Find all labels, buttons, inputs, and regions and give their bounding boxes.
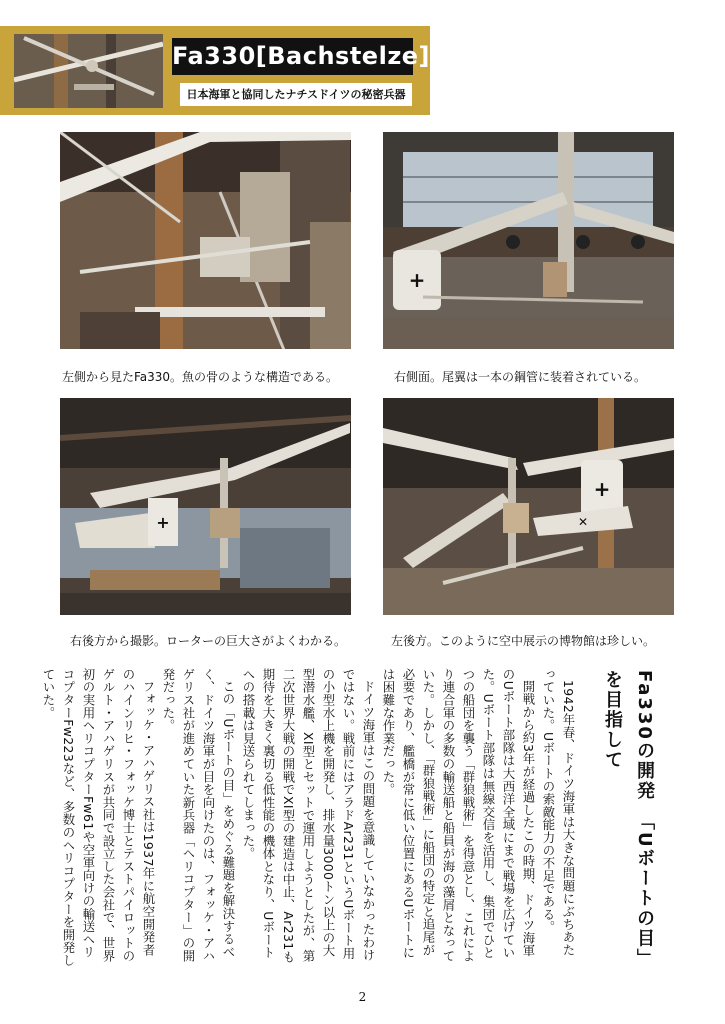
photo-caption-3: 右後方から撮影。ローターの巨大さがよくわかる。 <box>70 634 347 648</box>
header-photo <box>14 34 163 108</box>
svg-text:+: + <box>408 268 426 292</box>
svg-text:✕: ✕ <box>577 515 589 529</box>
article-paragraph: この「Uボートの目」をめぐる難題を解決するべく、ドイツ海軍が目を向けたのは、フォッケ・アハゲリス社が進めていた新兵器「ヘリコプター」の開発だった。 <box>161 668 236 963</box>
svg-text:+: + <box>156 513 170 532</box>
article-paragraph: 開戦から約3年が経過したこの時期、ドイツ海軍のUボート部隊は大西洋全域にまで戦場を広げていた。Uボート部隊は無線交信を活用し、集団でひとつの船団を襲う「群狼戦術」を得意とし、これにより連合軍の多数の輸送船と船員が海の藻屑となっていた。しかし、「群狼戦術」に船団の特定と追尾が必要であり、艦橋が常に低い位置にあるUボートには困難な作業だった。 <box>381 668 536 963</box>
photo-left-rear <box>383 398 674 615</box>
article <box>41 668 660 968</box>
page-title: Fa330[Bachstelze] <box>172 38 413 75</box>
article-headline: Fa330の開発 「Uボートの目」を目指して <box>602 670 655 960</box>
page-number: 2 <box>358 990 367 1004</box>
photo-caption-1: 左側から見たFa330。魚の骨のような構造である。 <box>62 370 339 384</box>
photo-right-rear <box>60 398 351 615</box>
article-paragraph: ドイツ海軍はこの問題を意識していなかったわけではない。戦前にはアラドAr231というUボート用の小型水上機を開発し、排水量3000トン以上の大型潜水艦、XI型とセットで運用しようとしたが、第二次世界大戦の開戦でXI型の建造は中止、Ar231も期待を大きく裏切る低性能の機体となり、Uボートへの搭載は見送られてしまった。 <box>241 668 376 964</box>
photo-right-side <box>383 132 674 349</box>
svg-text:+: + <box>593 477 611 501</box>
article-paragraph: 1942年春、ドイツ海軍は大きな問題にぶちあたっていた。Uボートの索敵能力の不足である。 <box>541 668 576 957</box>
photo-left-side <box>60 132 351 349</box>
photo-caption-4: 左後方。このように空中展示の博物館は珍しい。 <box>391 634 656 648</box>
article-paragraph: フォッケ・アハゲリス社は1937年に航空開発者のハインリヒ・フォッケ博士とテストパイロットのゲルト・アハゲリスが共同で設立した会社で、世界初の実用ヘリコプターFw61や空軍向けの輸送ヘリコプターFw223など、多数のヘリコプターを開発していた。 <box>41 668 156 967</box>
photo-caption-2: 右側面。尾翼は一本の鋼管に装着されている。 <box>394 370 647 384</box>
article-body <box>38 668 578 968</box>
page-subtitle: 日本海軍と協同したナチスドイツの秘密兵器 <box>180 83 412 106</box>
